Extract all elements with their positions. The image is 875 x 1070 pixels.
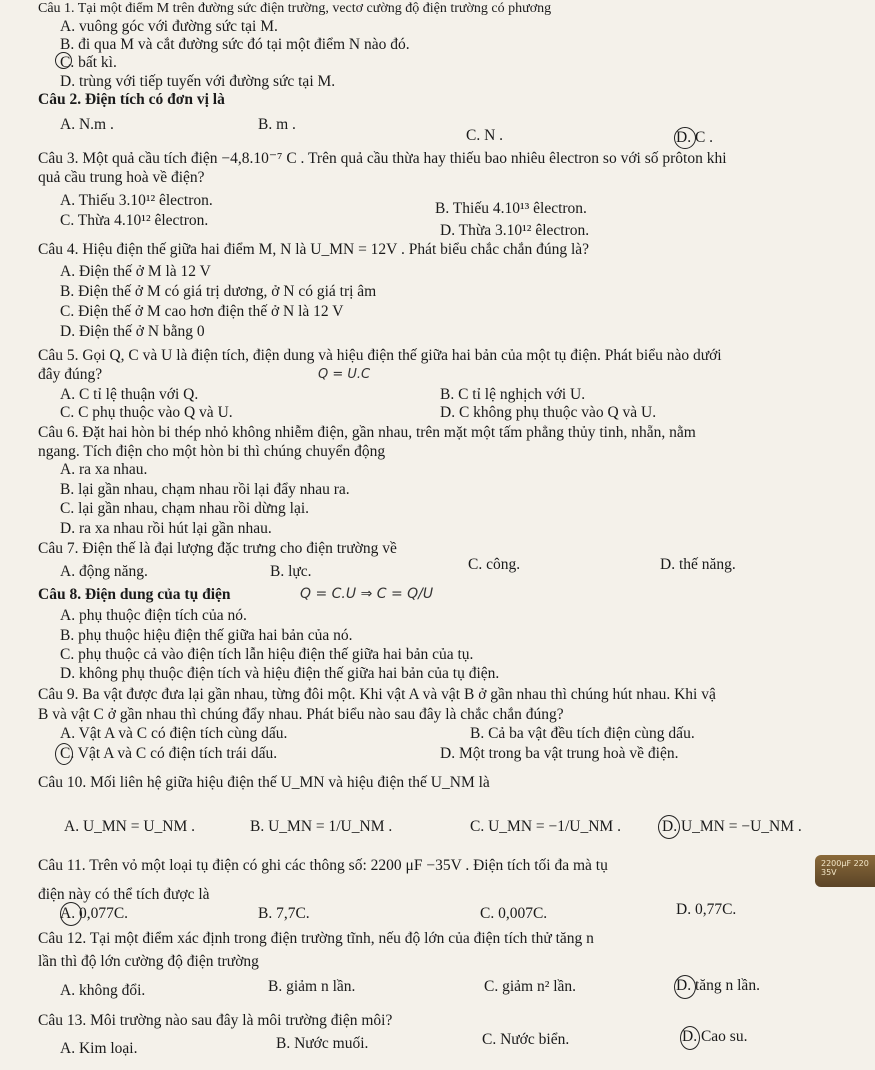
question-6-line-2: ngang. Tích điện cho một hòn bi thì chúng chuyển động (38, 443, 386, 460)
q2-option-a: A. N.m . (60, 116, 114, 133)
answer-circle-mark (680, 1026, 700, 1050)
q1-option-a: A. vuông góc với đường sức tại M. (60, 18, 278, 35)
q9-option-c: C. Vật A và C có điện tích trái dấu. (60, 745, 278, 762)
handwritten-note: Q = C.U ⇒ C = Q/U (300, 586, 434, 602)
q12-option-a: A. không đổi. (60, 982, 146, 999)
q3-option-b: B. Thiếu 4.10¹³ êlectron. (435, 200, 587, 217)
q8-option-b: B. phụ thuộc hiệu điện thế giữa hai bản của nó. (60, 627, 353, 644)
q4-option-c: C. Điện thế ở M cao hơn điện thế ở N là 12 V (60, 303, 344, 320)
question-12-line-1: Câu 12. Tại một điểm xác định trong điện trường tĩnh, nếu độ lớn của điện tích thử tăng n (38, 930, 594, 947)
q13-option-a: A. Kim loại. (60, 1040, 138, 1057)
question-8: Câu 8. Điện dung của tụ điện (38, 586, 231, 603)
q13-option-b: B. Nước muối. (276, 1035, 369, 1052)
q9-option-d: D. Một trong ba vật trung hoà về điện. (440, 745, 679, 762)
q3-option-d: D. Thừa 3.10¹² êlectron. (440, 222, 590, 239)
q4-option-a: A. Điện thế ở M là 12 V (60, 263, 211, 280)
question-7: Câu 7. Điện thế là đại lượng đặc trưng cho điện trường về (38, 540, 397, 557)
q3-option-c: C. Thừa 4.10¹² êlectron. (60, 212, 209, 229)
q12-option-c: C. giảm n² lần. (484, 978, 577, 995)
q8-option-d: D. không phụ thuộc điện tích và hiệu điện thế giữa hai bản của tụ điện. (60, 665, 500, 682)
question-1-stem: Câu 1. Tại một điểm M trên đường sức điện trường, vectơ cường độ điện trường có phương (38, 1, 552, 16)
question-9-line-1: Câu 9. Ba vật được đưa lại gần nhau, từng đôi một. Khi vật A và vật B ở gần nhau thì chúng hút nhau. Khi vậ (38, 686, 716, 703)
q10-option-d: D. U_MN = −U_NM . (662, 818, 802, 835)
q6-option-a: A. ra xa nhau. (60, 461, 148, 478)
q5-option-c: C. C phụ thuộc vào Q và U. (60, 404, 233, 421)
q9-option-b: B. Cả ba vật đều tích điện cùng dấu. (470, 725, 695, 742)
handwritten-note: Q = U.C (318, 367, 371, 382)
q12-option-d: D. tăng n lần. (676, 977, 760, 994)
answer-circle-mark (55, 743, 73, 765)
q13-option-d: D. Cao su. (682, 1028, 748, 1045)
q2-option-c: C. N . (466, 127, 504, 144)
q5-option-b: B. C tỉ lệ nghịch với U. (440, 386, 586, 403)
question-4: Câu 4. Hiệu điện thế giữa hai điểm M, N là U_MN = 12V . Phát biểu chắc chắn đúng là? (38, 241, 590, 258)
question-11-line-2: điện này có thể tích được là (38, 886, 210, 903)
question-12-line-2: lần thì độ lớn cường độ điện trường (38, 953, 259, 970)
q11-option-d: D. 0,77C. (676, 901, 737, 918)
q2-option-b: B. m . (258, 116, 296, 133)
q1-option-d: D. trùng với tiếp tuyến với đường sức tại M. (60, 73, 336, 90)
q11-option-c: C. 0,007C. (480, 905, 548, 922)
q1-option-b: B. đi qua M và cắt đường sức đó tại một điểm N nào đó. (60, 36, 410, 53)
q2-option-d: D. C . (676, 129, 714, 146)
question-5-line-1: Câu 5. Gọi Q, C và U là điện tích, điện dung và hiệu điện thế giữa hai bản của một tụ điện. Phát biểu nào dưới (38, 347, 722, 364)
q4-option-d: D. Điện thế ở N bằng 0 (60, 323, 205, 340)
question-10: Câu 10. Mối liên hệ giữa hiệu điện thế U_MN và hiệu điện thế U_NM là (38, 774, 490, 791)
q6-option-d: D. ra xa nhau rồi hút lại gần nhau. (60, 520, 272, 537)
answer-circle-mark (674, 127, 696, 149)
question-2: Câu 2. Điện tích có đơn vị là (38, 91, 225, 108)
q13-option-c: C. Nước biển. (482, 1031, 570, 1048)
q6-option-b: B. lại gần nhau, chạm nhau rồi lại đẩy nhau ra. (60, 481, 350, 498)
q7-option-c: C. công. (468, 556, 521, 573)
answer-circle-mark (674, 975, 696, 999)
q7-option-b: B. lực. (270, 563, 312, 580)
q10-option-a: A. U_MN = U_NM . (64, 818, 196, 835)
q5-option-d: D. C không phụ thuộc vào Q và U. (440, 404, 657, 421)
q8-option-c: C. phụ thuộc cả vào điện tích lẫn hiệu điện thế giữa hai bản của tụ. (60, 646, 474, 663)
answer-circle-mark (658, 815, 680, 839)
q11-option-b: B. 7,7C. (258, 905, 310, 922)
answer-circle-mark (60, 902, 82, 926)
question-6-line-1: Câu 6. Đặt hai hòn bi thép nhỏ không nhiễm điện, gần nhau, trên mặt một tấm phẳng thủy tinh, nhẵn, nằm (38, 424, 696, 441)
q6-option-c: C. lại gần nhau, chạm nhau rồi dừng lại. (60, 500, 310, 517)
q9-option-a: A. Vật A và C có điện tích cùng dấu. (60, 725, 288, 742)
q12-option-b: B. giảm n lần. (268, 978, 356, 995)
answer-circle-mark (55, 52, 72, 69)
q10-option-b: B. U_MN = 1/U_NM . (250, 818, 393, 835)
q5-option-a: A. C tỉ lệ thuận với Q. (60, 386, 199, 403)
question-11-line-1: Câu 11. Trên vỏ một loại tụ điện có ghi các thông số: 2200 μF −35V . Điện tích tối đa mà tụ (38, 857, 608, 874)
q3-option-a: A. Thiếu 3.10¹² êlectron. (60, 192, 213, 209)
q7-option-d: D. thế năng. (660, 556, 736, 573)
q4-option-b: B. Điện thế ở M có giá trị dương, ở N có giá trị âm (60, 283, 377, 300)
question-9-line-2: B và vật C ở gần nhau thì chúng đẩy nhau. Phát biểu nào sau đây là chắc chắn đúng? (38, 706, 564, 723)
question-3-line-1: Câu 3. Một quả cầu tích điện −4,8.10⁻⁷ C . Trên quả cầu thừa hay thiếu bao nhiêu êlectron so với số prôton khi (38, 150, 727, 167)
question-5-line-2: đây đúng? (38, 366, 103, 383)
question-13: Câu 13. Môi trường nào sau đây là môi trường điện môi? (38, 1012, 393, 1029)
question-3-line-2: quả cầu trung hoà về điện? (38, 169, 205, 186)
q7-option-a: A. động năng. (60, 563, 148, 580)
q8-option-a: A. phụ thuộc điện tích của nó. (60, 607, 247, 624)
q1-option-c: C. bất kì. (60, 54, 117, 71)
q10-option-c: C. U_MN = −1/U_NM . (470, 818, 621, 835)
capacitor-photo: 2200μF 220 35V (815, 855, 875, 887)
q11-option-a: A. 0,077C. (60, 905, 129, 922)
